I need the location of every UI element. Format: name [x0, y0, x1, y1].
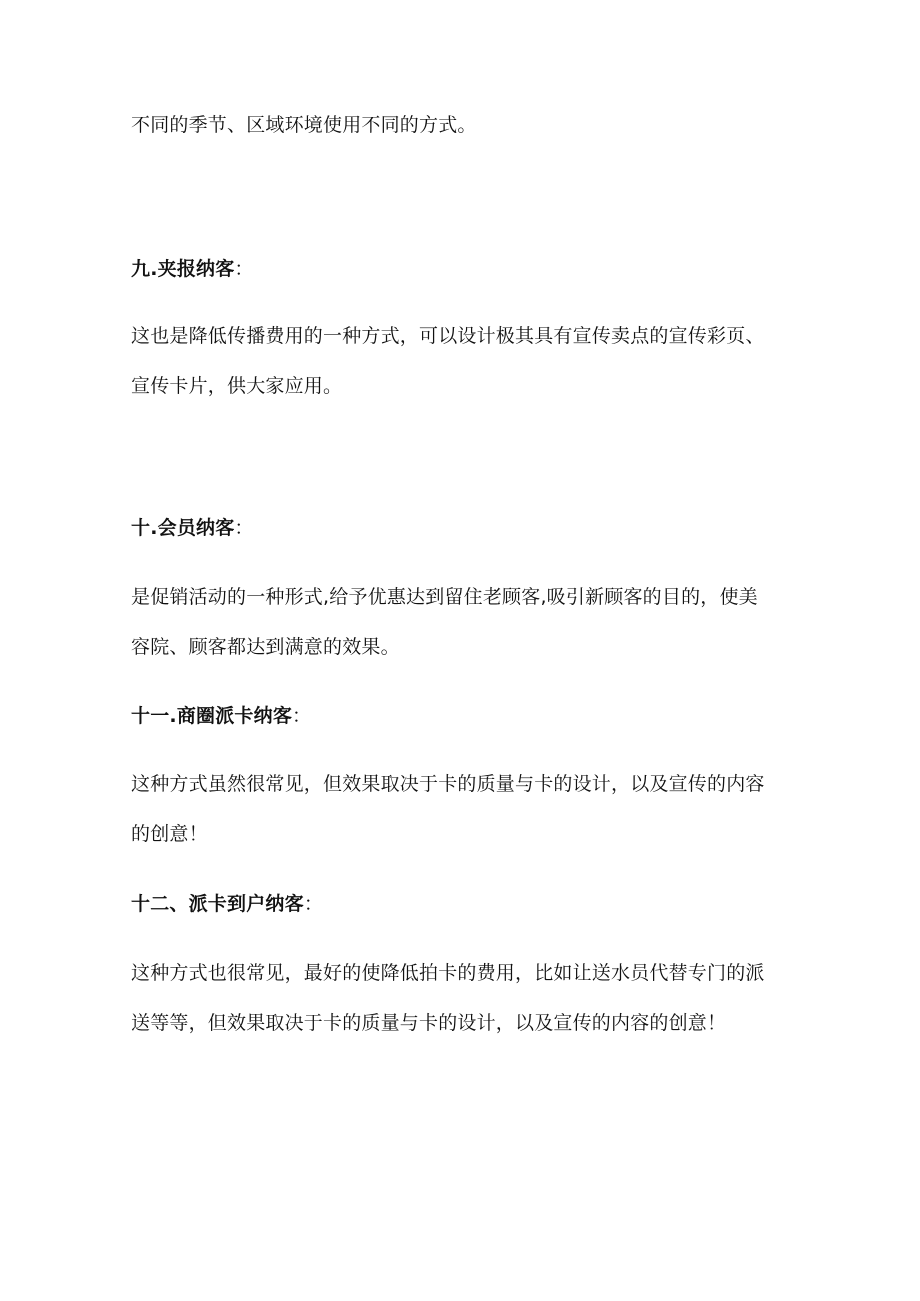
paragraph-line: 宣传卡片，供大家应用。	[131, 375, 343, 397]
paragraph-line: 的创意！	[131, 823, 208, 845]
heading-title: 十二、派卡到户纳客	[131, 893, 304, 915]
heading-title: 九.夹报纳客	[131, 258, 235, 280]
paragraph-line: 送等等，但效果取决于卡的质量与卡的设计，以及宣传的内容的创意！	[131, 1012, 727, 1034]
paragraph-line: 这种方式虽然很常见，但效果取决于卡的质量与卡的设计，以及宣传的内容	[131, 773, 765, 795]
paragraph-line: 这也是降低传播费用的一种方式，可以设计极其具有宣传卖点的宣传彩页、	[131, 325, 765, 347]
paragraph-line: 这种方式也很常见，最好的使降低拍卡的费用，比如让送水员代替专门的派	[131, 962, 765, 984]
section-heading-9	[131, 256, 254, 282]
section-heading-10	[131, 515, 254, 541]
paragraph-line: 不同的季节、区域环境使用不同的方式。	[131, 114, 477, 136]
heading-colon: ：	[234, 258, 254, 280]
paragraph-line: 是促销活动的一种形式,给予优惠达到留住老顾客,吸引新顾客的目的，使美	[131, 586, 758, 608]
heading-colon: ：	[234, 517, 254, 539]
paragraph-line: 容院、顾客都达到满意的效果。	[131, 636, 400, 658]
heading-colon: ：	[292, 705, 312, 727]
section-heading-11	[131, 703, 311, 729]
section-heading-12	[131, 891, 323, 917]
heading-colon: ：	[303, 893, 324, 915]
heading-title: 十.会员纳客	[131, 517, 235, 539]
heading-title: 十一.商圈派卡纳客	[131, 705, 293, 727]
